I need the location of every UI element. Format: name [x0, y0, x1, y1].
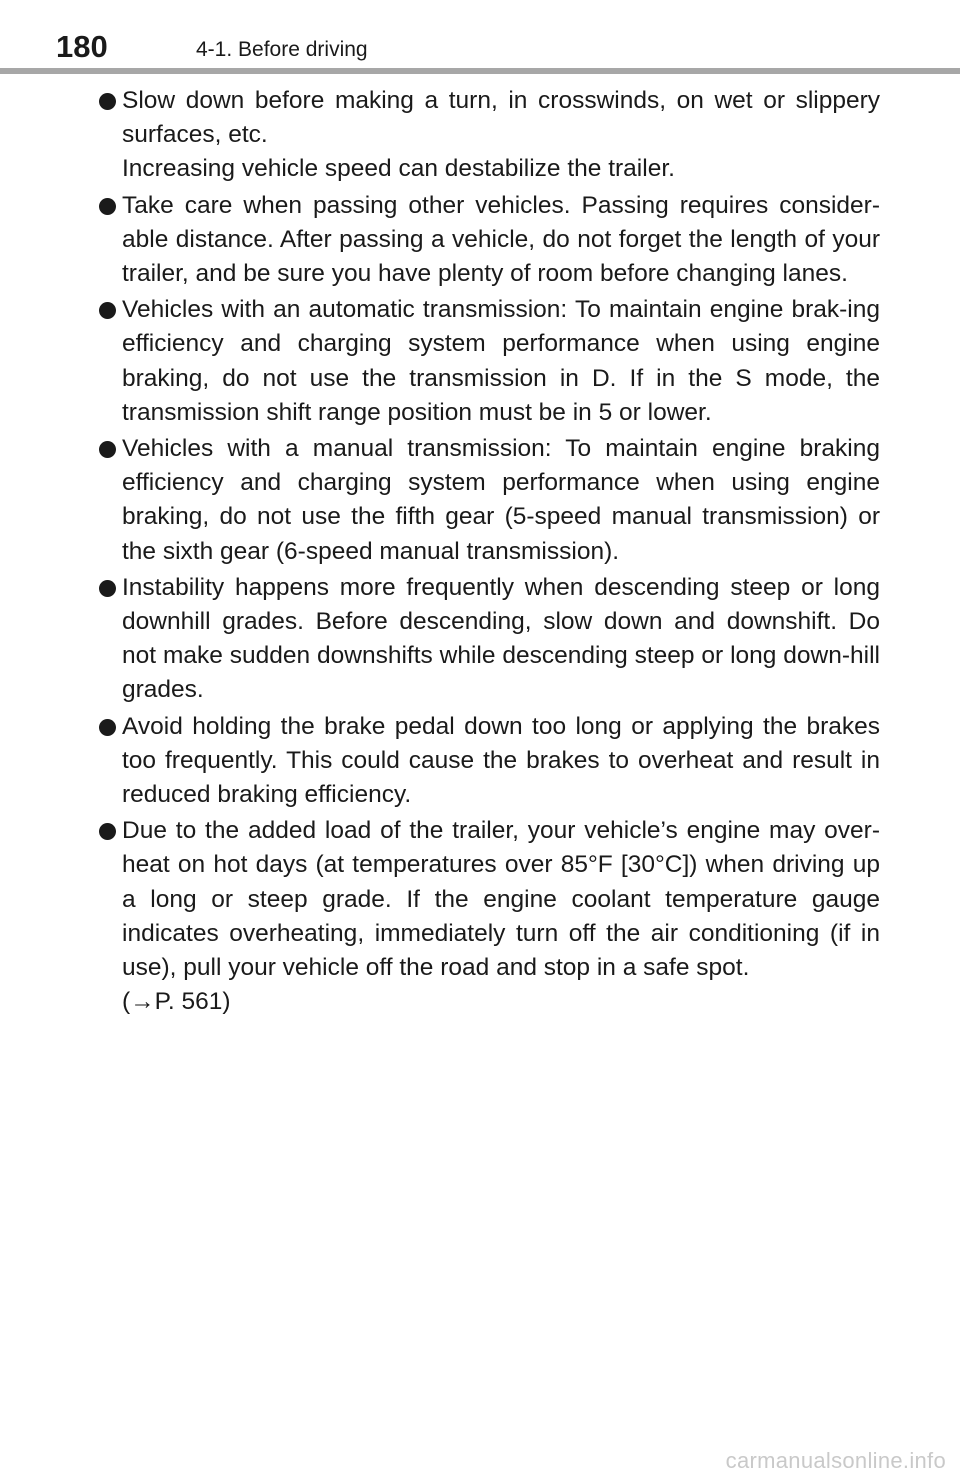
bullet-text: Avoid holding the brake pedal down too long or applying the brakes too frequently. This could cause the brakes to overheat and result in reduced braking efficiency. [122, 712, 880, 809]
bullet-item-brake-pedal [96, 710, 880, 813]
bullet-item-slow-down [96, 84, 880, 187]
bullet-dot-icon [99, 719, 116, 736]
bullet-text: Vehicles with a manual transmission: To maintain engine braking efficiency and charging system performance when using engine braking, do not use the fifth gear (5-speed manual transmission) or the sixth gear (6-speed manual transmission). [122, 435, 880, 565]
bullet-dot-icon [99, 93, 116, 110]
bullet-item-manual-transmission [96, 432, 880, 569]
bullet-text: Due to the added load of the trailer, your vehicle’s engine may over-heat on hot days (at temperatures over 85°F [30°C]) when driving up a long or steep grade. If the engine coolant temperature gauge indicates overheating, immediately turn off the air conditioning (if in use), pull your vehicle off the road and stop in a safe spot. [122, 817, 880, 982]
page-reference: (→P. 561) [122, 988, 231, 1016]
bullet-note: Increasing vehicle speed can destabilize the trailer. [122, 155, 675, 183]
section-title: 4-1. Before driving [196, 38, 368, 61]
bullet-item-passing [96, 189, 880, 292]
bullet-dot-icon [99, 441, 116, 458]
bullet-item-overheating [96, 814, 880, 1019]
bullet-dot-icon [99, 198, 116, 215]
bullet-item-automatic-transmission [96, 293, 880, 430]
bullet-list [96, 84, 880, 1021]
bullet-dot-icon [99, 302, 116, 319]
watermark: carmanualsonline.info [725, 1448, 946, 1473]
page-number: 180 [56, 29, 108, 64]
header-divider [0, 68, 960, 74]
bullet-text: Slow down before making a turn, in crosswinds, on wet or slippery surfaces, etc. [122, 87, 880, 149]
bullet-dot-icon [99, 580, 116, 597]
bullet-item-downhill-grades [96, 571, 880, 708]
page-header [0, 0, 960, 76]
bullet-dot-icon [99, 823, 116, 840]
bullet-text: Take care when passing other vehicles. Passing requires consider-able distance. After passing a vehicle, do not forget the length of your trailer, and be sure you have plenty of room before changing lanes. [122, 191, 880, 288]
bullet-text: Vehicles with an automatic transmission: To maintain engine brak-ing efficiency and charging system performance when using engine braking, do not use the transmission in D. If in the S mode, the transmission shift range position must be in 5 or lower. [122, 296, 880, 426]
bullet-text: Instability happens more frequently when descending steep or long downhill grades. Before descending, slow down and downshift. Do not make sudden downshifts while descending steep or long down-hill grades. [122, 573, 880, 704]
